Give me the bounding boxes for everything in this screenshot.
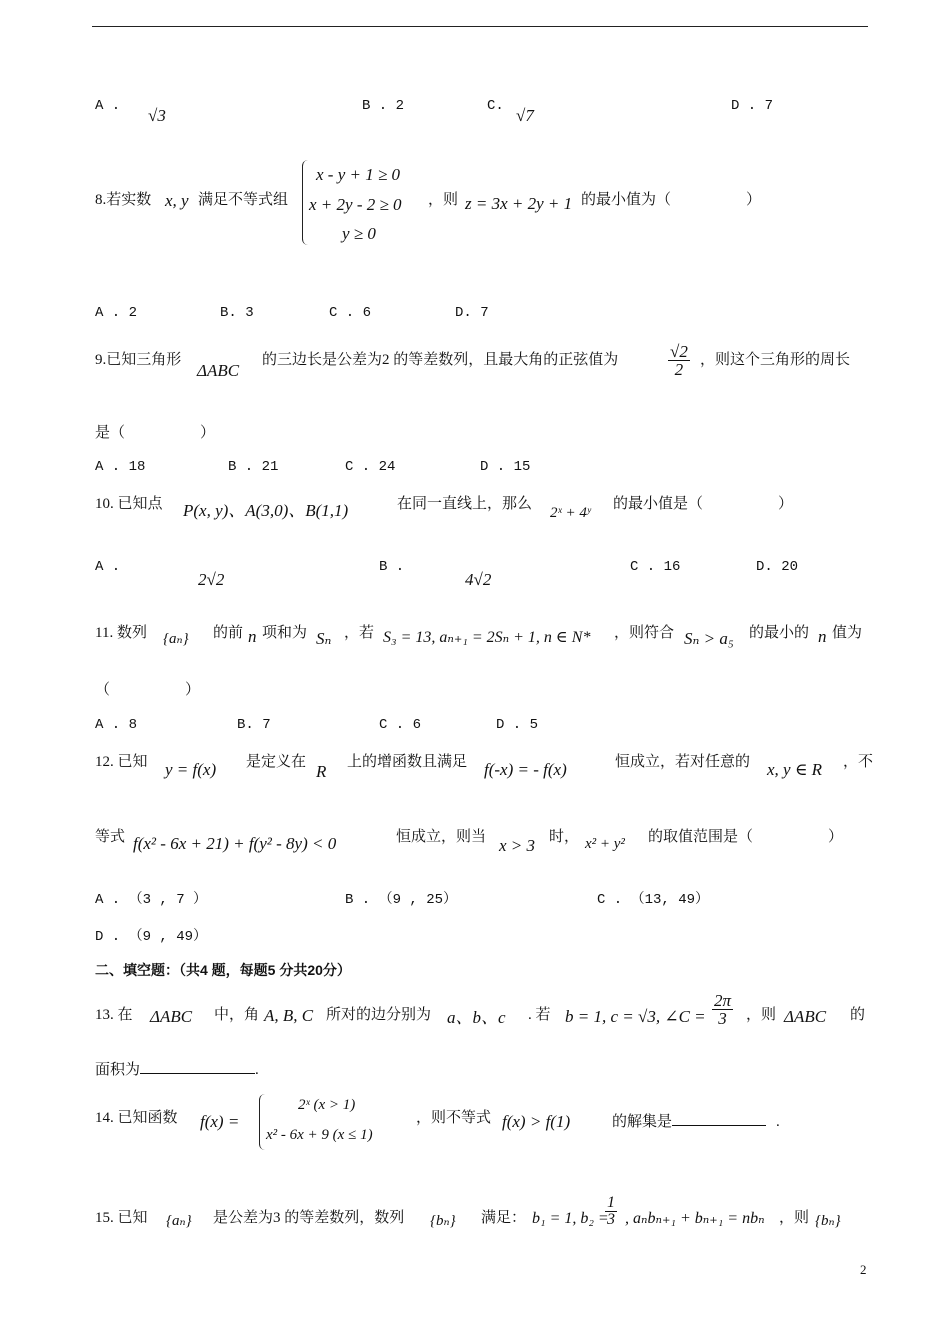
- q12-tail2: 的取值范围是（ ）: [648, 829, 844, 845]
- q8-option-d: D. 7: [455, 305, 489, 321]
- q15-sequence-b2: {bₙ}: [815, 1213, 841, 1229]
- q14-mid: ，则不等式: [416, 1110, 492, 1126]
- q12-mid2: 上的增函数且满足: [347, 754, 468, 770]
- q8-system-line2: x + 2y - 2 ≥ 0: [309, 195, 402, 214]
- q14-function: f(x) =: [200, 1112, 240, 1131]
- q12-mid4: 恒成立，则当: [396, 829, 487, 845]
- q9-option-b: B . 21: [228, 459, 279, 475]
- q10-option-b-math: 4√2: [465, 570, 492, 589]
- q10-option-a: A .: [95, 559, 121, 575]
- q9-line2: 是（ ）: [95, 425, 216, 441]
- q11-option-b: B. 7: [237, 717, 271, 733]
- q15-frac-denominator: 3: [607, 1211, 615, 1228]
- q13-line2: [95, 1059, 259, 1078]
- q11-sequence: {aₙ}: [163, 631, 189, 647]
- q12-tail: ，不: [843, 754, 874, 770]
- q8-system-line3: y ≥ 0: [342, 224, 376, 243]
- q12-option-b: B . （9 , 25）: [345, 892, 458, 908]
- q9-option-d: D . 15: [480, 459, 531, 475]
- q7-option-b: B . 2: [362, 98, 405, 114]
- q13-lead: 13. 在: [95, 1007, 133, 1023]
- q14-case1: 2ˣ (x > 1): [298, 1097, 356, 1113]
- q12-option-c: C . （13, 49）: [597, 892, 710, 908]
- q7-option-a-math: √3: [148, 106, 166, 125]
- q11-mid4: ，则符合: [614, 625, 675, 641]
- q14-inequality: f(x) > f(1): [502, 1112, 571, 1131]
- q8-lead: 8.若实数: [95, 192, 152, 208]
- q15-lead: 15. 已知: [95, 1210, 148, 1226]
- q15-sequence-b: {bₙ}: [430, 1213, 456, 1229]
- q13-triangle: ΔABC: [150, 1007, 193, 1026]
- q12-line2-lead: 等式: [95, 829, 126, 845]
- q11-condition: S₃ = 13, aₙ₊₁ = 2Sₙ + 1, n ∈ N*: [383, 629, 591, 646]
- q9-mid: 的三边长是公差为2 的等差数列，且最大角的正弦值为: [262, 352, 619, 368]
- q14-tail: [612, 1111, 780, 1130]
- q9-tail: ，则这个三角形的周长: [700, 352, 851, 368]
- q9-option-a: A . 18: [95, 459, 146, 475]
- q7-option-c: C.: [487, 98, 504, 114]
- q11-n: n: [248, 627, 257, 646]
- q14-piecewise-brace: [259, 1094, 266, 1150]
- q13-mid3: . 若: [528, 1007, 551, 1023]
- q11-n2: n: [818, 627, 827, 646]
- q11-option-c: C . 6: [379, 717, 422, 733]
- q11-mid3: ，若: [344, 625, 375, 641]
- q15-frac-numerator: 1: [607, 1194, 615, 1211]
- q12-xy: x, y ∈ R: [767, 760, 823, 779]
- q12-r: R: [316, 762, 327, 781]
- q11-sn: Sₙ: [316, 629, 332, 648]
- q11-inequality: Sₙ > a₅: [684, 629, 734, 648]
- q15-mid2: 满足：: [481, 1210, 527, 1226]
- q13-condition: b = 1, c = √3, ∠C =: [565, 1007, 706, 1026]
- q13-period: .: [255, 1062, 259, 1078]
- q8-option-a: A . 2: [95, 305, 138, 321]
- q10-option-d: D. 20: [756, 559, 799, 575]
- q12-option-d: D . （9 , 49）: [95, 929, 208, 945]
- q10-tail: 的最小值是（ ）: [613, 496, 794, 512]
- q11-tail: 值为: [832, 625, 863, 641]
- q12-inequality: f(x² - 6x + 21) + f(y² - 8y) < 0: [133, 834, 337, 853]
- q9-fraction: [668, 343, 690, 378]
- q12-option-a: A . （3 , 7 ）: [95, 892, 208, 908]
- q15-mid1: 是公差为3 的等差数列，数列: [213, 1210, 405, 1226]
- q13-mid4: ，则: [746, 1007, 777, 1023]
- section-heading: 二、填空题：（共4 题，每题5 分共20分）: [95, 962, 351, 978]
- q12-function: y = f(x): [165, 760, 217, 779]
- q13-fraction: [712, 992, 733, 1027]
- q10-mid: 在同一直线上，那么: [397, 496, 533, 512]
- q15-sequence-a: {aₙ}: [166, 1213, 192, 1229]
- q12-mid3: 恒成立，若对任意的: [615, 754, 751, 770]
- q8-then: ，则: [428, 192, 459, 208]
- q8-objective: z = 3x + 2y + 1: [465, 194, 573, 213]
- q14-case2: x² - 6x + 9 (x ≤ 1): [266, 1127, 373, 1143]
- q14-period: .: [776, 1114, 780, 1130]
- q15-mid3: ，则: [779, 1210, 810, 1226]
- q9-frac-denominator: 2: [674, 360, 684, 379]
- q10-lead: 10. 已知点: [95, 496, 163, 512]
- q9-frac-numerator: √2: [670, 342, 688, 361]
- q10-option-c: C . 16: [630, 559, 681, 575]
- q13-triangle2: ΔABC: [784, 1007, 827, 1026]
- q12-odd-condition: f(-x) = - f(x): [484, 760, 567, 779]
- q12-mid1: 是定义在: [246, 754, 307, 770]
- q13-sides: a、b、c: [447, 1008, 506, 1027]
- q8-tail: 的最小值为（ ）: [581, 192, 762, 208]
- q9-triangle: ΔABC: [197, 361, 240, 380]
- header-rule: [92, 26, 868, 27]
- q10-option-b: B .: [379, 559, 405, 575]
- q13-angles: A, B, C: [264, 1006, 314, 1025]
- q13-mid2: 所对的边分别为: [326, 1007, 432, 1023]
- q8-system-brace: [302, 160, 309, 245]
- q11-lead: 11. 数列: [95, 625, 147, 641]
- q12-condition: x > 3: [499, 836, 536, 855]
- q9-option-c: C . 24: [345, 459, 396, 475]
- q11-mid5: 的最小的: [749, 625, 810, 641]
- q13-tail: 的: [850, 1007, 866, 1023]
- q15-condition2: , aₙbₙ₊₁ + bₙ₊₁ = nbₙ: [625, 1210, 765, 1227]
- q15-condition1: b₁ = 1, b₂ =: [532, 1210, 609, 1227]
- q13-area-label: 面积为: [95, 1062, 141, 1078]
- q8-system-line1: x - y + 1 ≥ 0: [316, 165, 401, 184]
- q13-mid1: 中，角: [214, 1007, 260, 1023]
- q8-mid: 满足不等式组: [198, 192, 289, 208]
- page-number: 2: [860, 1262, 867, 1277]
- q13-frac-denominator: 3: [718, 1009, 727, 1028]
- q10-points: P(x, y)、A(3,0)、B(1,1): [183, 501, 349, 520]
- q7-option-a: A .: [95, 98, 121, 114]
- q12-mid5: 时，: [549, 829, 580, 845]
- q8-vars: x, y: [165, 191, 189, 210]
- q7-option-d: D . 7: [731, 98, 774, 114]
- q8-option-c: C . 6: [329, 305, 372, 321]
- q14-tail-text: 的解集是: [612, 1114, 673, 1130]
- q15-fraction: [605, 1195, 617, 1228]
- q12-lead: 12. 已知: [95, 754, 148, 770]
- q14-answer-blank[interactable]: [672, 1111, 766, 1126]
- q11-mid2: 项和为: [262, 625, 308, 641]
- q7-option-c-math: √7: [516, 106, 534, 125]
- q13-frac-numerator: 2π: [714, 991, 732, 1010]
- q8-option-b: B. 3: [220, 305, 254, 321]
- q10-option-a-math: 2√2: [198, 570, 225, 589]
- q11-line2: （ ）: [95, 682, 201, 698]
- q14-lead: 14. 已知函数: [95, 1110, 178, 1126]
- q12-expression: x² + y²: [585, 836, 625, 852]
- q11-mid1: 的前: [213, 625, 244, 641]
- q9-lead: 9.已知三角形: [95, 352, 182, 368]
- q11-option-a: A . 8: [95, 717, 138, 733]
- q11-option-d: D . 5: [496, 717, 539, 733]
- q10-expression: 2ˣ + 4ʸ: [550, 505, 591, 521]
- q13-answer-blank[interactable]: [140, 1059, 255, 1074]
